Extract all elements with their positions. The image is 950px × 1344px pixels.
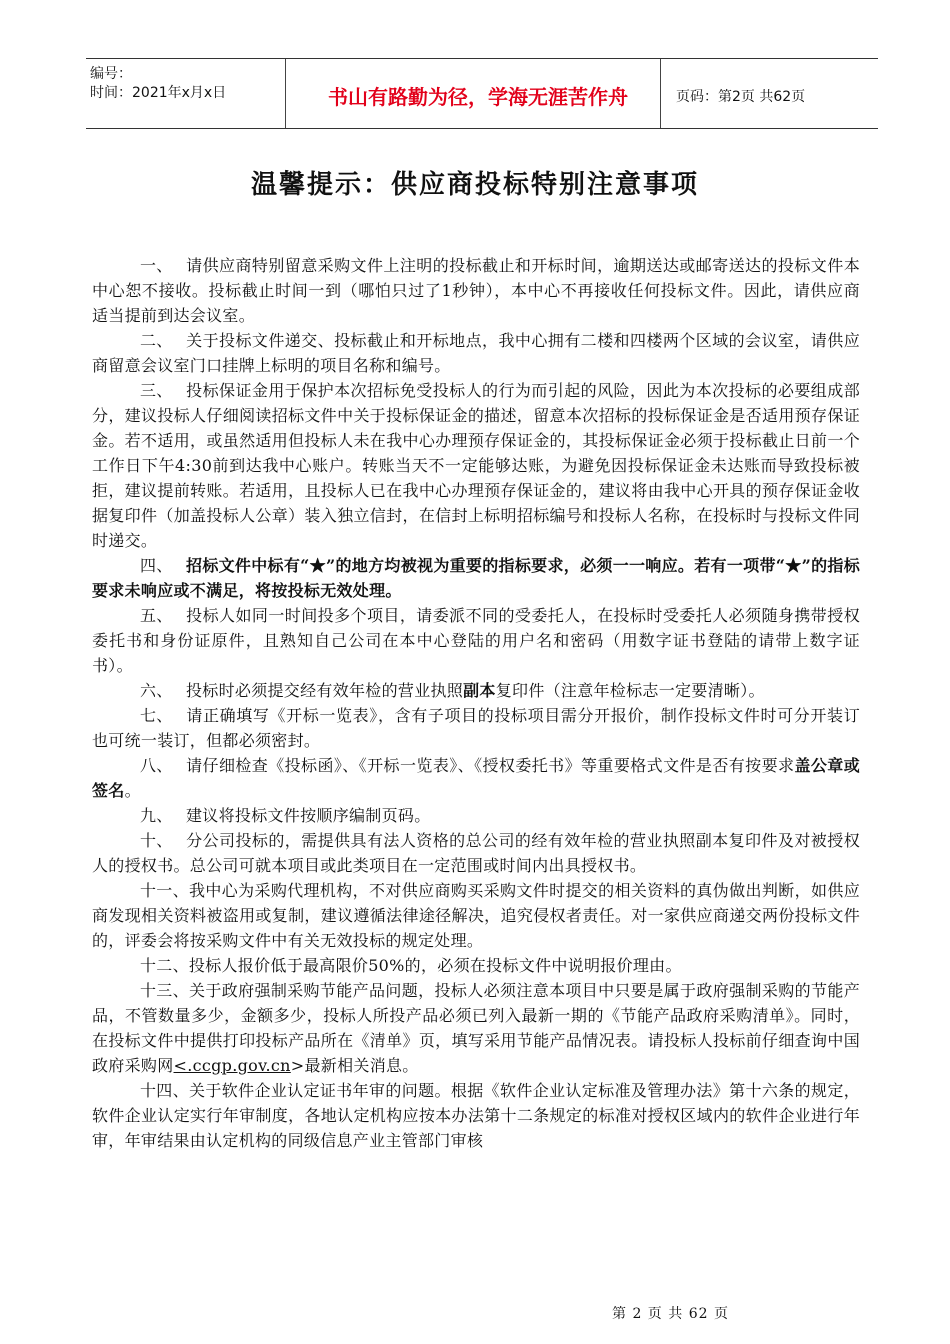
paragraph-text: 分公司投标的，需提供具有法人资格的总公司的经有效年检的营业执照副本复印件及对被授权人的授权书。总公司可就本项目或此类项目在一定范围或时间内出具授权书。 bbox=[92, 831, 860, 875]
paragraph-text: 建议将投标文件按顺序编制页码。 bbox=[186, 806, 431, 825]
paragraph-13 bbox=[92, 978, 860, 1078]
paragraph-12 bbox=[92, 953, 860, 978]
paragraph-4 bbox=[92, 553, 860, 603]
paragraph-text: 请供应商特别留意采购文件上注明的投标截止和开标时间，逾期送达或邮寄送达的投标文件本中心恕不接收。投标截止时间一到（哪怕只过了1秒钟），本中心不再接收任何投标文件。因此，请供应商适当提前到达会议室。 bbox=[92, 256, 860, 325]
page-header bbox=[86, 58, 878, 129]
paragraph-text: 投标人报价低于最高限价50%的，必须在投标文件中说明报价理由。 bbox=[188, 956, 682, 975]
paragraph-number: 六、 bbox=[140, 681, 173, 700]
header-time-label: 时间：2021年x月x日 bbox=[90, 85, 227, 101]
paragraph-3 bbox=[92, 378, 860, 553]
paragraph-text: 关于政府强制采购节能产品问题，投标人必须注意本项目中只要是属于政府强制采购的节能产品，不管数量多少，金额多少，投标人所投产品必须已列入最新一期的《节能产品政府采购清单》。同时，在投标文件中提供打印投标产品所在《清单》页，填写采用节能产品情况表。请投标人投标前仔细查询中国政府采购网 bbox=[92, 981, 860, 1075]
paragraph-text: >最新相关消息。 bbox=[290, 1056, 419, 1075]
paragraph-text: 投标时必须提交经有效年检的营业执照 bbox=[186, 681, 464, 700]
paragraph-number: 十四、 bbox=[140, 1081, 189, 1100]
page-footer: 第 2 页 共 62 页 bbox=[612, 1306, 729, 1322]
paragraph-text: 关于投标文件递交、投标截止和开标地点，我中心拥有二楼和四楼两个区域的会议室，请供应商留意会议室门口挂牌上标明的项目名称和编号。 bbox=[92, 331, 860, 375]
header-motto: 书山有路勤为径，学海无涯苦作舟 bbox=[328, 85, 628, 109]
paragraph-7 bbox=[92, 703, 860, 753]
paragraph-emphasis: 副本 bbox=[463, 681, 496, 700]
paragraph-8 bbox=[92, 753, 860, 803]
paragraph-number: 九、 bbox=[140, 806, 173, 825]
paragraph-text: 关于软件企业认定证书年审的问题。根据《软件企业认定标准及管理办法》第十六条的规定，软件企业认定实行年审制度，各地认定机构应按本办法第十二条规定的标准对授权区域内的软件企业进行年审，年审结果由认定机构的同级信息产业主管部门审核 bbox=[92, 1081, 860, 1150]
paragraph-number: 十三、 bbox=[140, 981, 189, 1000]
paragraph-text: 投标保证金用于保护本次招标免受投标人的行为而引起的风险，因此为本次投标的必要组成部分，建议投标人仔细阅读招标文件中关于投标保证金的描述，留意本次招标的投标保证金是否适用预存保证金。若不适用，或虽然适用但投标人未在我中心办理预存保证金的，其投标保证金必须于投标截止日前一个工作日下午4:30前到达我中心账户。转账当天不一定能够达账，为避免因投标保证金未达账而导致投标被拒，建议提前转账。若适用，且投标人已在我中心办理预存保证金的，建议将由我中心开具的预存保证金收据复印件（加盖投标人公章）装入独立信封，在信封上标明招标编号和投标人名称，在投标时与投标文件同时递交。 bbox=[92, 381, 860, 550]
paragraph-text-bold: 招标文件中标有“★”的地方均被视为重要的指标要求，必须一一响应。若有一项带“★”的指标要求未响应或不满足，将按投标无效处理。 bbox=[92, 556, 860, 600]
paragraph-number: 二、 bbox=[140, 331, 173, 350]
header-divider-right bbox=[660, 59, 661, 128]
paragraph-number: 十一、 bbox=[140, 881, 189, 900]
paragraph-text: 请仔细检查《投标函》、《开标一览表》、《授权委托书》等重要格式文件是否有按要求 bbox=[186, 756, 795, 775]
paragraph-text: 我中心为采购代理机构，不对供应商购买采购文件时提交的相关资料的真伪做出判断，如供应商发现相关资料被盗用或复制，建议遵循法律途径解决，追究侵权者责任。对一家供应商递交两份投标文件的，评委会将按采购文件中有关无效投标的规定处理。 bbox=[92, 881, 860, 950]
paragraph-14 bbox=[92, 1078, 860, 1153]
paragraph-10 bbox=[92, 828, 860, 878]
paragraph-text: 请正确填写《开标一览表》，含有子项目的投标项目需分开报价，制作投标文件时可分开装订也可统一装订，但都必须密封。 bbox=[92, 706, 860, 750]
ccgp-link[interactable]: <.ccgp.gov.cn bbox=[173, 1056, 291, 1075]
header-number-label: 编号： bbox=[90, 66, 132, 82]
paragraph-number: 一、 bbox=[140, 256, 173, 275]
paragraph-6 bbox=[92, 678, 860, 703]
header-divider-left bbox=[285, 59, 286, 128]
paragraph-2 bbox=[92, 328, 860, 378]
document-body bbox=[92, 253, 860, 1153]
paragraph-number: 十、 bbox=[140, 831, 173, 850]
paragraph-number: 四、 bbox=[140, 556, 173, 575]
paragraph-number: 七、 bbox=[140, 706, 173, 725]
paragraph-number: 五、 bbox=[140, 606, 173, 625]
paragraph-text: 投标人如同一时间投多个项目，请委派不同的受委托人，在投标时受委托人必须随身携带授权委托书和身份证原件，且熟知自己公司在本中心登陆的用户名和密码（用数字证书登陆的请带上数字证书）。 bbox=[92, 606, 860, 675]
paragraph-number: 三、 bbox=[140, 381, 173, 400]
paragraph-1 bbox=[92, 253, 860, 328]
paragraph-text: 复印件（注意年检标志一定要清晰）。 bbox=[495, 681, 765, 700]
paragraph-11 bbox=[92, 878, 860, 953]
paragraph-text: 。 bbox=[124, 781, 141, 800]
header-meta bbox=[90, 65, 280, 103]
paragraph-9 bbox=[92, 803, 860, 828]
paragraph-number: 十二、 bbox=[140, 956, 189, 975]
document-title: 温馨提示：供应商投标特别注意事项 bbox=[250, 170, 699, 200]
paragraph-emphasis: 盖公章或签名 bbox=[92, 756, 861, 800]
paragraph-5 bbox=[92, 603, 860, 678]
paragraph-number: 八、 bbox=[140, 756, 173, 775]
header-page-info: 页码：第2页 共62页 bbox=[676, 89, 806, 105]
